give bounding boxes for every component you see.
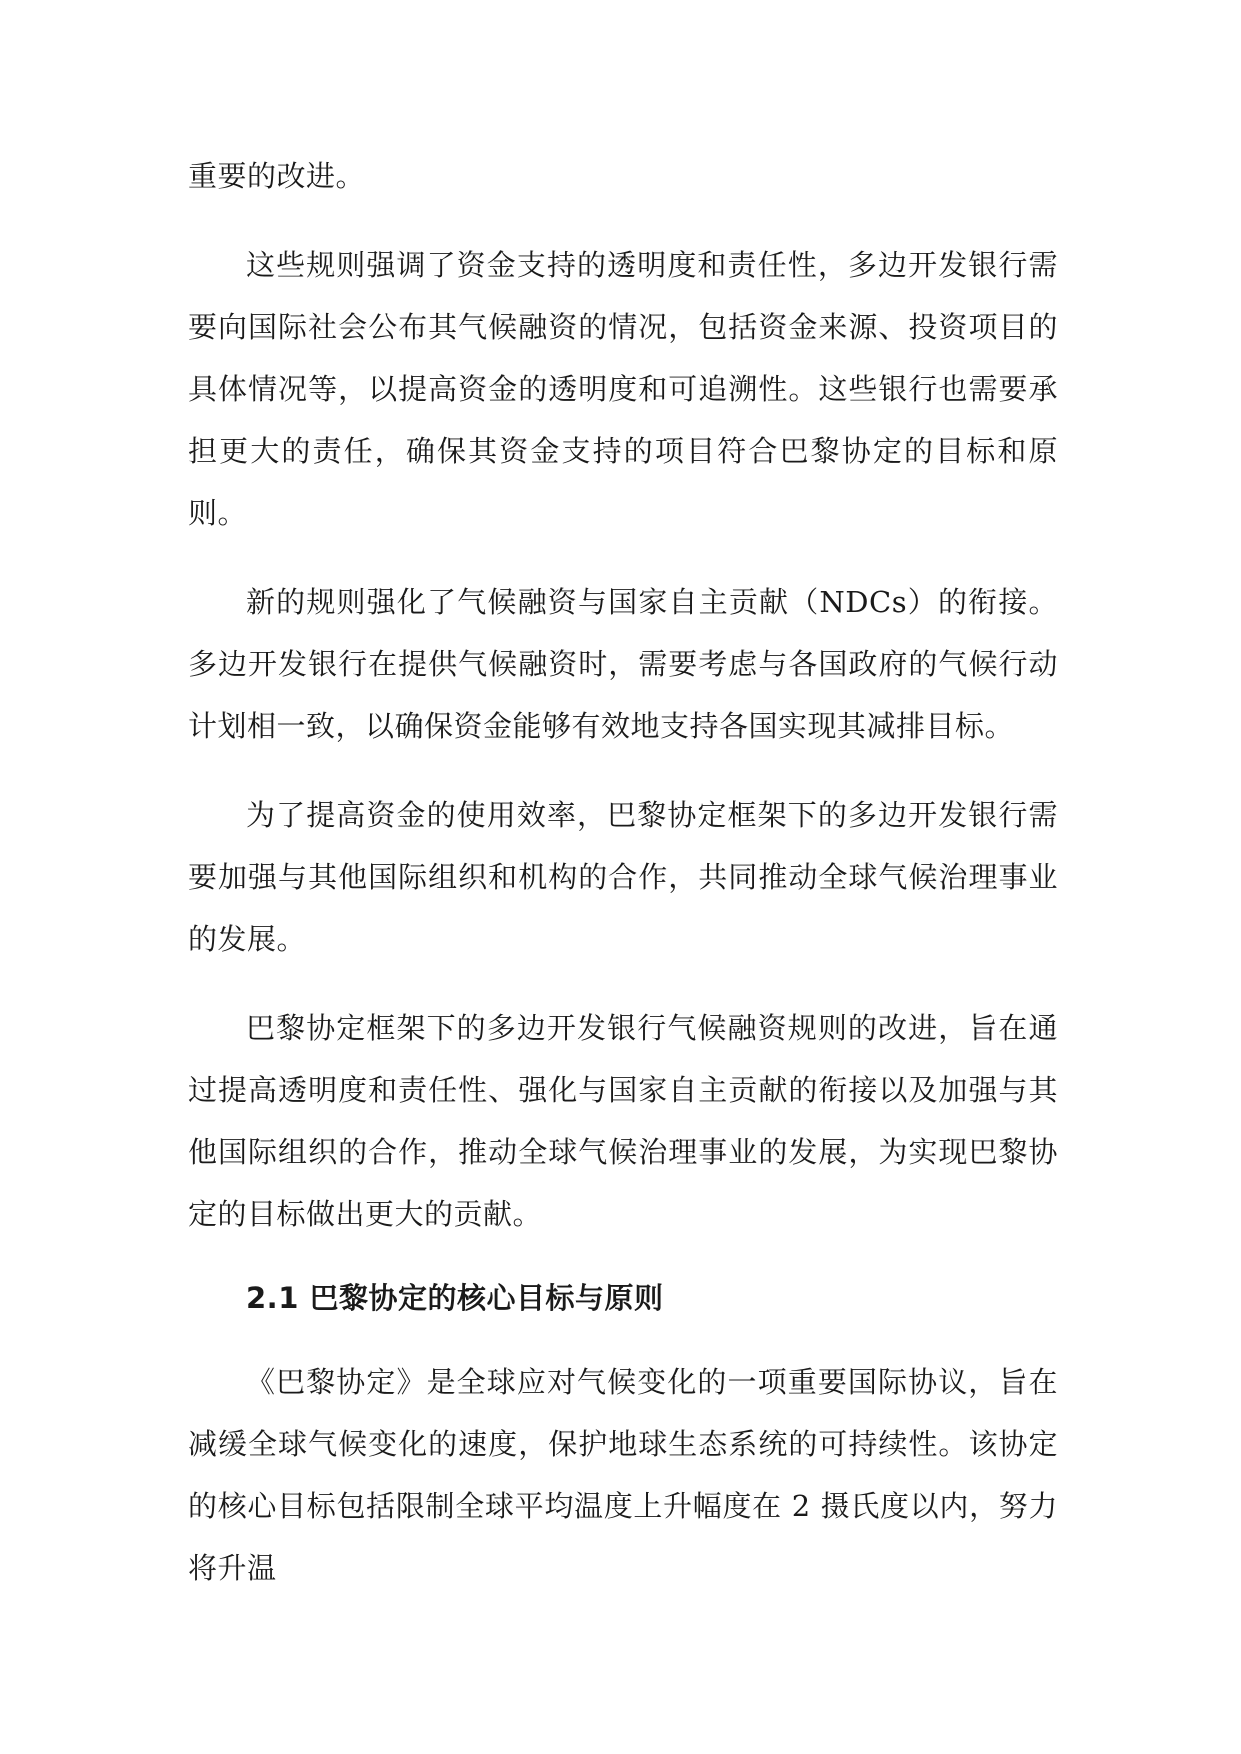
paragraph-continuation: 重要的改进。 xyxy=(188,159,366,193)
document-page xyxy=(188,145,1058,1599)
section-heading: 2.1 巴黎协定的核心目标与原则 xyxy=(246,1281,664,1315)
paragraph-gap xyxy=(188,544,1058,571)
paragraph-cooperation: 为了提高资金的使用效率，巴黎协定框架下的多边开发银行需要加强与其他国际组织和机构的合作，共同推动全球气候治理事业的发展。 xyxy=(188,798,1058,956)
paragraph-gap xyxy=(188,757,1058,784)
paragraph-paris-agreement: 《巴黎协定》是全球应对气候变化的一项重要国际协议，旨在减缓全球气候变化的速度，保护地球生态系统的可持续性。该协定的核心目标包括限制全球平均温度上升幅度在 2 摄氏度以内，努力将升温 xyxy=(188,1365,1058,1585)
paragraph-transparency: 这些规则强调了资金支持的透明度和责任性，多边开发银行需要向国际社会公布其气候融资的情况，包括资金来源、投资项目的具体情况等，以提高资金的透明度和可追溯性。这些银行也需要承担更大的责任，确保其资金支持的项目符合巴黎协定的目标和原则。 xyxy=(188,248,1058,530)
paragraph-summary: 巴黎协定框架下的多边开发银行气候融资规则的改进，旨在通过提高透明度和责任性、强化与国家自主贡献的衔接以及加强与其他国际组织的合作，推动全球气候治理事业的发展，为实现巴黎协定的目标做出更大的贡献。 xyxy=(188,1011,1058,1231)
paragraph-gap xyxy=(188,970,1058,997)
paragraph-gap xyxy=(188,207,1058,234)
paragraph-ndcs: 新的规则强化了气候融资与国家自主贡献（NDCs）的衔接。多边开发银行在提供气候融资时，需要考虑与各国政府的气候行动计划相一致，以确保资金能够有效地支持各国实现其减排目标。 xyxy=(188,585,1058,743)
